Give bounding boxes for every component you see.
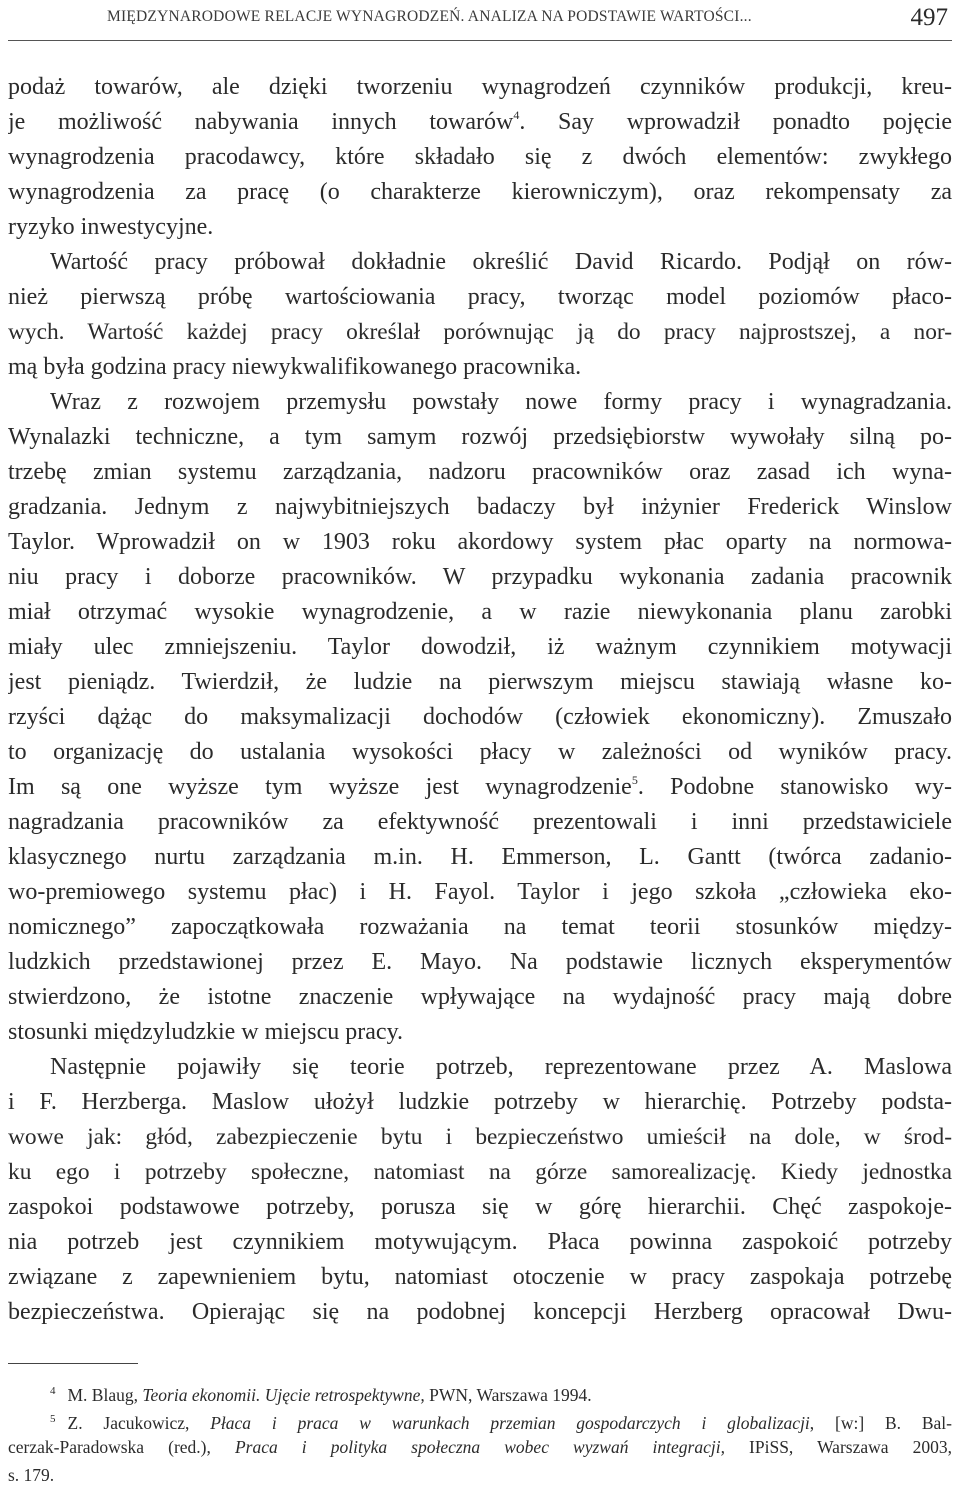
text-line [8, 770, 952, 805]
page-number: 497 [910, 4, 948, 31]
footnote-ref-4[interactable]: 4 [513, 108, 520, 122]
paragraph-1 [8, 70, 952, 245]
footnote-author: M. Blaug, [67, 1385, 143, 1405]
footnote-4 [8, 1377, 952, 1405]
footnote-author: Z. Jacukowicz, [67, 1413, 211, 1433]
text-line: i F. Herzberga. Maslow ułożył ludzkie potrzeby w hierarchię. Potrzeby podsta- [8, 1089, 952, 1115]
text-line: rzyści dążąc do maksymalizacji dochodów (człowiek ekonomiczny). Zmuszało [8, 704, 952, 730]
text-line: trzebę zmian systemu zarządzania, nadzoru pracowników oraz zasad ich wyna- [8, 459, 952, 485]
text-line: nia potrzeb jest czynnikiem motywującym. Płaca powinna zaspokoić potrzeby [8, 1229, 952, 1255]
footnote-text: , [w:] B. Bal- [809, 1413, 952, 1433]
text-line: to organizację do ustalania wysokości płacy w zależności od wyników pracy. [8, 739, 952, 765]
text-line: bezpieczeństwa. Opierając się na podobnej koncepcji Herzberg opracował Dwu- [8, 1299, 952, 1325]
paragraph-3 [8, 385, 952, 1050]
running-header [8, 0, 952, 41]
text-line: wych. Wartość każdej pracy określał porównując ją do pracy najprostszej, a nor- [8, 319, 952, 345]
footnote-5 [8, 1405, 952, 1433]
text-line: Wartość pracy próbował dokładnie określić David Ricardo. Podjął on rów- [50, 249, 952, 275]
text-line: Następnie pojawiły się teorie potrzeb, reprezentowane przez A. Maslowa [50, 1054, 952, 1080]
text-line: Wynalazki techniczne, a tym samym rozwój przedsiębiorstw wywołały silną po- [8, 424, 952, 450]
text-line: jest pieniądz. Twierdził, że ludzie na pierwszym miejscu stawiają własne ko- [8, 669, 952, 695]
text-line: wynagrodzenia pracodawcy, które składało się z dwóch elementów: zwykłego [8, 144, 952, 170]
text-line: związane z zapewnieniem bytu, natomiast otoczenie w pracy zaspokaja potrzebę [8, 1264, 952, 1290]
footnote-5-continued [8, 1433, 952, 1461]
footnote-number: 4 [50, 1385, 56, 1397]
text-line: nagradzania pracowników za efektywność prezentowali i inni przedstawiciele [8, 809, 952, 835]
text-line: nież pierwszą próbę wartościowania pracy, tworząc model poziomów płaco- [8, 284, 952, 310]
footnote-title: Teoria ekonomii. Ujęcie retrospektywne, [142, 1385, 425, 1405]
text-line: wowe jak: głód, zabezpieczenie bytu i bezpieczeństwo umieścił na dole, w środ- [8, 1124, 952, 1150]
text-line: mą była godzina pracy niewykwalifikowanego pracownika. [8, 354, 582, 380]
text-line: ku ego i potrzeby społeczne, natomiast na górze samorealizację. Kiedy jednostka [8, 1159, 952, 1185]
text-line: zaspokoi podstawowe potrzeby, porusza się w górę hierarchii. Chęć zaspokoje- [8, 1194, 952, 1220]
text-line-part: . Say wprowadził ponadto pojęcie [519, 109, 952, 135]
footnote-5-page: s. 179. [8, 1465, 55, 1485]
text-line: podaż towarów, ale dzięki tworzeniu wynagrodzeń czynników produkcji, kreu- [8, 74, 952, 100]
footnotes [8, 1377, 952, 1489]
body-text [8, 70, 952, 1330]
text-line: ludzkich przedstawionej przez E. Mayo. Na podstawie licznych eksperymentów [8, 949, 952, 975]
footnote-text: cerzak-Paradowska (red.), [8, 1437, 235, 1457]
text-line: ryzyko inwestycyjne. [8, 214, 214, 240]
text-line: miał otrzymać wysokie wynagrodzenie, a w razie niewykonania planu zarobki [8, 599, 952, 625]
text-line: stwierdzono, że istotne znaczenie wpływające na wydajność pracy mają dobre [8, 984, 952, 1010]
text-line-part: . Podobne stanowisko wy- [637, 774, 952, 800]
footnote-ref-5[interactable]: 5 [631, 773, 638, 787]
footnote-title: Praca i polityka społeczna wobec wyzwań integracji, [234, 1437, 725, 1457]
text-line: Wraz z rozwojem przemysłu powstały nowe formy pracy i wynagradzania. [50, 389, 952, 415]
text-line: gradzania. Jednym z najwybitniejszych badaczy był inżynier Frederick Winslow [8, 494, 952, 520]
footnote-publisher: PWN, Warszawa 1994. [424, 1385, 592, 1405]
text-line: miały ulec zmniejszeniu. Taylor dowodził, iż ważnym czynnikiem motywacji [8, 634, 952, 660]
text-line-part: je możliwość nabywania innych towarów [8, 109, 514, 135]
text-line: wo-premiowego systemu płac) i H. Fayol. Taylor i jego szkoła „człowieka eko- [8, 879, 952, 905]
text-line: stosunki międzyludzkie w miejscu pracy. [8, 1019, 404, 1045]
footnote-number: 5 [50, 1413, 56, 1425]
footnote-title: Płaca i praca w warunkach przemian gospodarczych i globalizacji [210, 1413, 810, 1433]
paragraph-2 [8, 245, 952, 385]
running-head-title: MIĘDZYNARODOWE RELACJE WYNAGRODZEŃ. ANALIZA NA PODSTAWIE WARTOŚCI... [107, 8, 752, 25]
footnote-text: IPiSS, Warszawa 2003, [724, 1437, 952, 1457]
text-line: wynagrodzenia za pracę (o charakterze kierowniczym), oraz rekompensaty za [8, 179, 952, 205]
paragraph-4 [8, 1050, 952, 1330]
footnote-divider [8, 1363, 138, 1364]
text-line: nomicznego” zapoczątkowała rozważania na temat teorii stosunków między- [8, 914, 952, 940]
text-line: Taylor. Wprowadził on w 1903 roku akordowy system płac oparty na normowa- [8, 529, 952, 555]
text-line: niu pracy i doborze pracowników. W przypadku wykonania zadania pracownik [8, 564, 952, 590]
text-line-part: Im są one wyższe tym wyższe jest wynagrodzenie [8, 774, 632, 800]
text-line: klasycznego nurtu zarządzania m.in. H. Emmerson, L. Gantt (twórca zadanio- [8, 844, 952, 870]
text-line [8, 105, 952, 140]
